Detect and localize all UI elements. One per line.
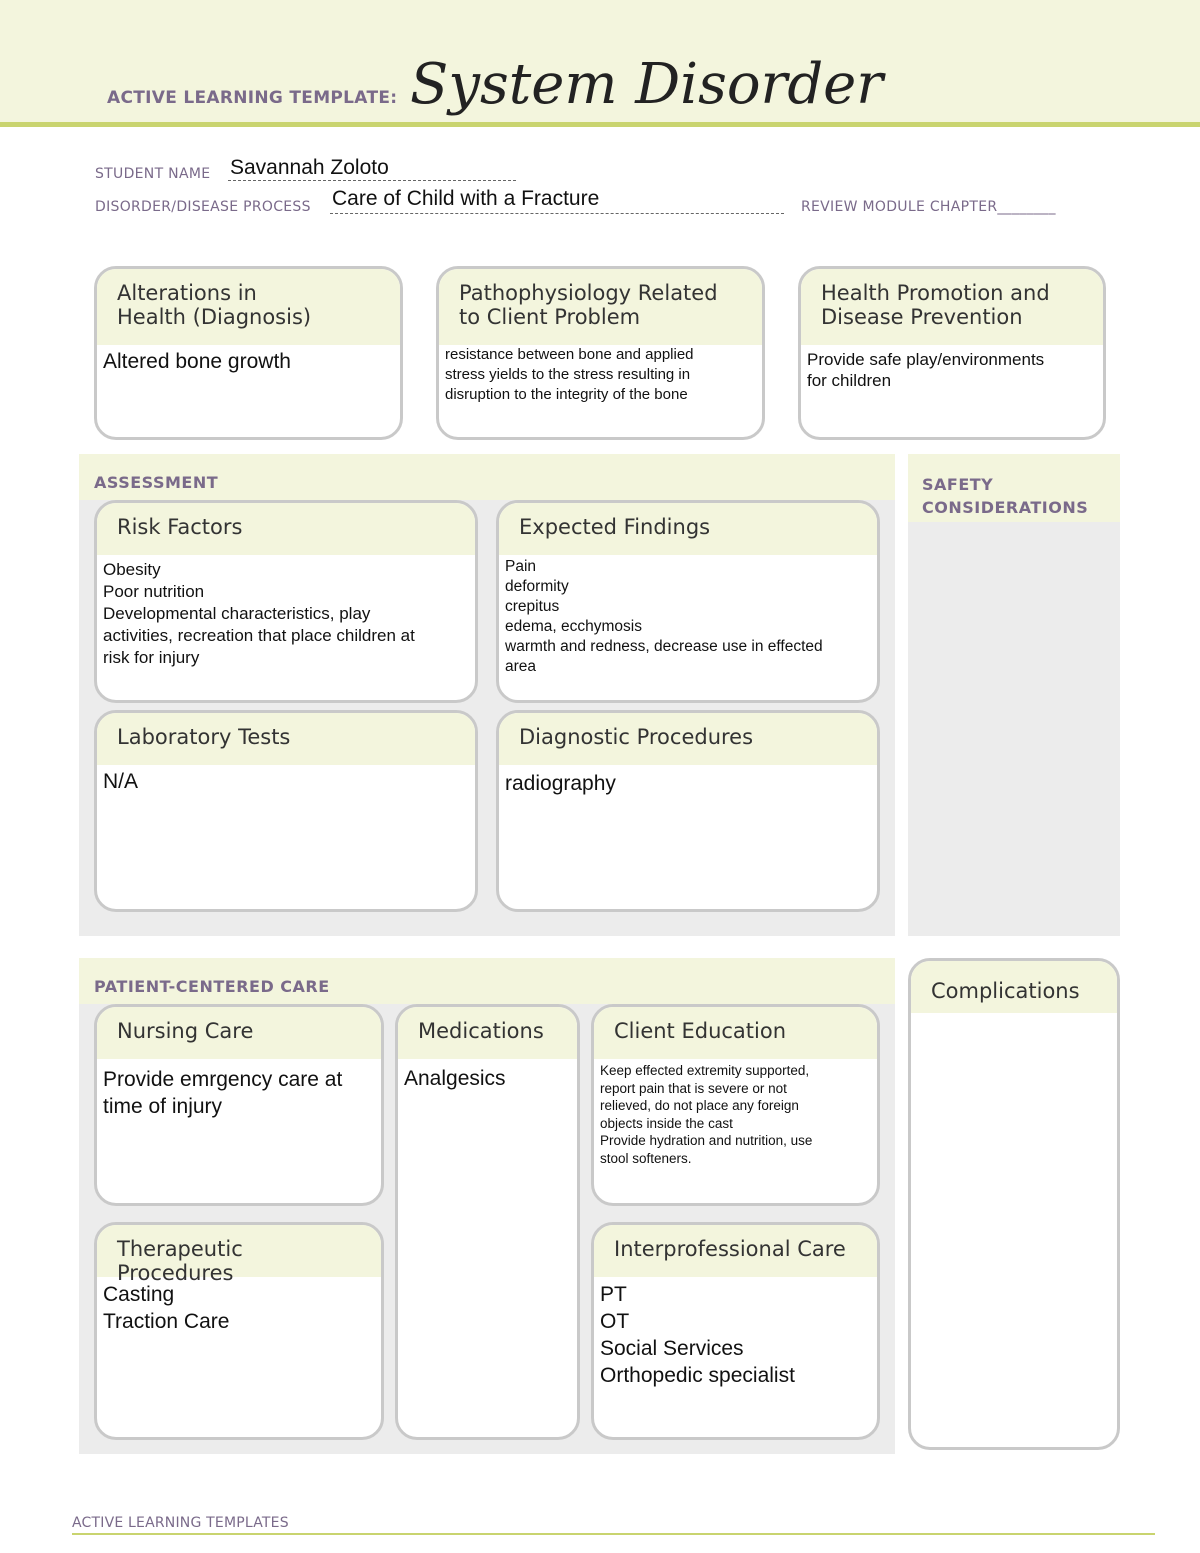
student-name-field[interactable]: Savannah Zoloto — [230, 156, 389, 179]
expected-findings-box — [496, 500, 880, 703]
risk-factors-box — [94, 500, 478, 703]
medications-title: Medications — [398, 1007, 577, 1059]
alterations-title: Alterations in Health (Diagnosis) — [97, 269, 400, 345]
footer-label: ACTIVE LEARNING TEMPLATES — [72, 1515, 289, 1531]
medications-box — [395, 1004, 580, 1440]
student-name-label: STUDENT NAME — [95, 166, 211, 182]
complications-box — [908, 958, 1120, 1450]
diagnostic-procedures-title: Diagnostic Procedures — [499, 713, 877, 765]
pathophysiology-box — [436, 266, 765, 440]
review-module-label: REVIEW MODULE CHAPTER________ — [801, 199, 1056, 215]
nursing-care-title: Nursing Care — [97, 1007, 381, 1059]
student-name-line — [228, 180, 516, 181]
assessment-label: ASSESSMENT — [94, 473, 219, 492]
expected-findings-content[interactable]: Pain deformity crepitus edema, ecchymosis warmth and redness, decrease use in effected area — [505, 558, 823, 675]
alterations-box — [94, 266, 403, 440]
disorder-label: DISORDER/DISEASE PROCESS — [95, 199, 311, 215]
page-title: System Disorder — [410, 52, 884, 117]
disorder-field[interactable]: Care of Child with a Fracture — [332, 187, 600, 210]
laboratory-tests-box — [94, 710, 478, 912]
safety-panel — [908, 454, 1120, 936]
health-promotion-content[interactable]: Provide safe play/environments for children — [807, 350, 1045, 390]
interprofessional-care-title: Interprofessional Care — [594, 1225, 877, 1277]
risk-factors-title: Risk Factors — [97, 503, 475, 555]
interprofessional-care-box — [591, 1222, 880, 1440]
safety-label: SAFETY CONSIDERATIONS — [922, 475, 1089, 517]
risk-factors-content[interactable]: Obesity Poor nutrition Developmental characteristics, play activities, recreation that place children at risk for injury — [103, 560, 415, 667]
laboratory-tests-content[interactable]: N/A — [103, 770, 139, 793]
therapeutic-procedures-box — [94, 1222, 384, 1440]
template-label: ACTIVE LEARNING TEMPLATE: — [107, 88, 398, 108]
client-education-content[interactable]: Keep effected extremity supported, report pain that is severe or not relieved, do not place any foreign objects inside the cast Provide hydration and nutrition, use stool softeners. — [600, 1063, 813, 1166]
footer-rule — [72, 1533, 1155, 1535]
client-education-title: Client Education — [594, 1007, 877, 1059]
health-promotion-box — [798, 266, 1106, 440]
diagnostic-procedures-box — [496, 710, 880, 912]
header-rule — [0, 122, 1200, 127]
complications-content[interactable] — [911, 1013, 1117, 1021]
expected-findings-title: Expected Findings — [499, 503, 877, 555]
patient-centered-care-label: PATIENT-CENTERED CARE — [94, 977, 330, 996]
nursing-care-content[interactable]: Provide emrgency care at time of injury — [103, 1068, 343, 1118]
nursing-care-box — [94, 1004, 384, 1206]
complications-title: Complications — [911, 961, 1117, 1013]
pathophysiology-content[interactable]: resistance between bone and applied stress yields to the stress resulting in disruption to the integrity of the bone — [445, 346, 694, 403]
diagnostic-procedures-content[interactable]: radiography — [505, 772, 616, 795]
alterations-content[interactable]: Altered bone growth — [103, 350, 291, 373]
disorder-line — [330, 213, 784, 214]
therapeutic-procedures-title: Therapeutic Procedures — [97, 1225, 381, 1277]
medications-content[interactable]: Analgesics — [404, 1067, 506, 1090]
client-education-box — [591, 1004, 880, 1206]
health-promotion-title: Health Promotion and Disease Prevention — [801, 269, 1103, 345]
therapeutic-procedures-content[interactable]: Casting Traction Care — [103, 1283, 230, 1333]
pathophysiology-title: Pathophysiology Related to Client Problem — [439, 269, 762, 345]
laboratory-tests-title: Laboratory Tests — [97, 713, 475, 765]
interprofessional-care-content[interactable]: PT OT Social Services Orthopedic specialist — [600, 1283, 795, 1387]
